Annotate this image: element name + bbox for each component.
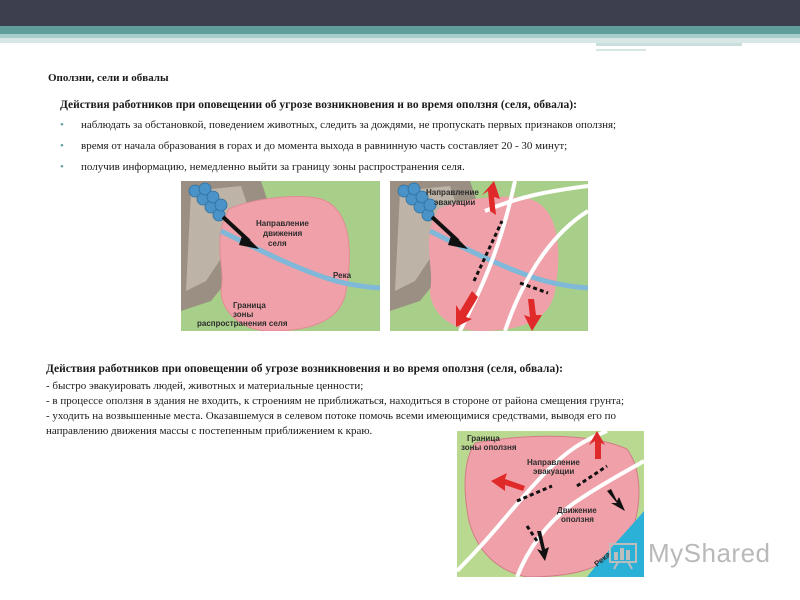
bullet-text: наблюдать за обстановкой, поведением животных, следить за дождями, не пропускать первых признаков оползня; [81, 119, 617, 131]
mudflow-direction-figure [181, 181, 380, 331]
section2-heading: Действия работников при оповещении об угрозе возникновения и во время оползня (селя, обвала): [46, 363, 563, 375]
bullet-item [60, 118, 616, 139]
bullet-text: получив информацию, немедленно выйти за границу зоны распространения селя. [81, 161, 465, 173]
header-stripe [0, 26, 800, 34]
section2-line: направлению движения массы с постепенным приближением к краю. [46, 425, 373, 437]
header-accent-line [596, 43, 742, 46]
section1-heading: Действия работников при оповещении об угрозе возникновения и во время оползня (селя, обвала): [60, 99, 577, 111]
bullet-text: время от начала образования в горах и до момента выхода в равнинную часть составляет 20 - 30 минут; [81, 140, 568, 152]
figure3-river-label: Река [592, 550, 613, 569]
section1-bullet-list [60, 118, 616, 181]
bullet-icon: • [60, 140, 64, 152]
section2-line: - быстро эвакуировать людей, животных и материальные ценности; [46, 380, 364, 392]
watermark-text: MyShared [648, 538, 771, 568]
figure1-river-label: Река [333, 271, 352, 280]
bullet-icon: • [60, 161, 64, 173]
section2-line: - уходить на возвышенные места. Оказавшемуся в селевом потоке помочь всеми имеющимися средствами, выводя его по [46, 410, 617, 422]
figure1-border-label: Граница зоны распространения селя [197, 301, 288, 328]
evacuation-figure [390, 181, 588, 331]
bullet-icon: • [60, 119, 64, 131]
presentation-icon [608, 538, 642, 570]
watermark-logo [608, 536, 771, 572]
figure3-evacuation-label: Направление эвакуации [527, 458, 580, 476]
figure1-direction-label: Направление движения селя [256, 219, 309, 248]
header-accent-line-short [596, 49, 646, 51]
figure3-border-label: Граница зоны оползня [461, 434, 517, 452]
figure3-movement-label: Движение оползня [557, 506, 597, 524]
figure2-evacuation-label: Направление эвакуации [426, 188, 479, 207]
section2-line: - в процессе оползня в здания не входить, к строениям не приближаться, находиться в стороне от района смещения грунта; [46, 395, 624, 407]
bullet-item [60, 139, 616, 160]
slide-title: Оползни, сели и обвалы [48, 72, 169, 84]
bullet-item [60, 160, 616, 181]
header-bar [0, 0, 800, 26]
